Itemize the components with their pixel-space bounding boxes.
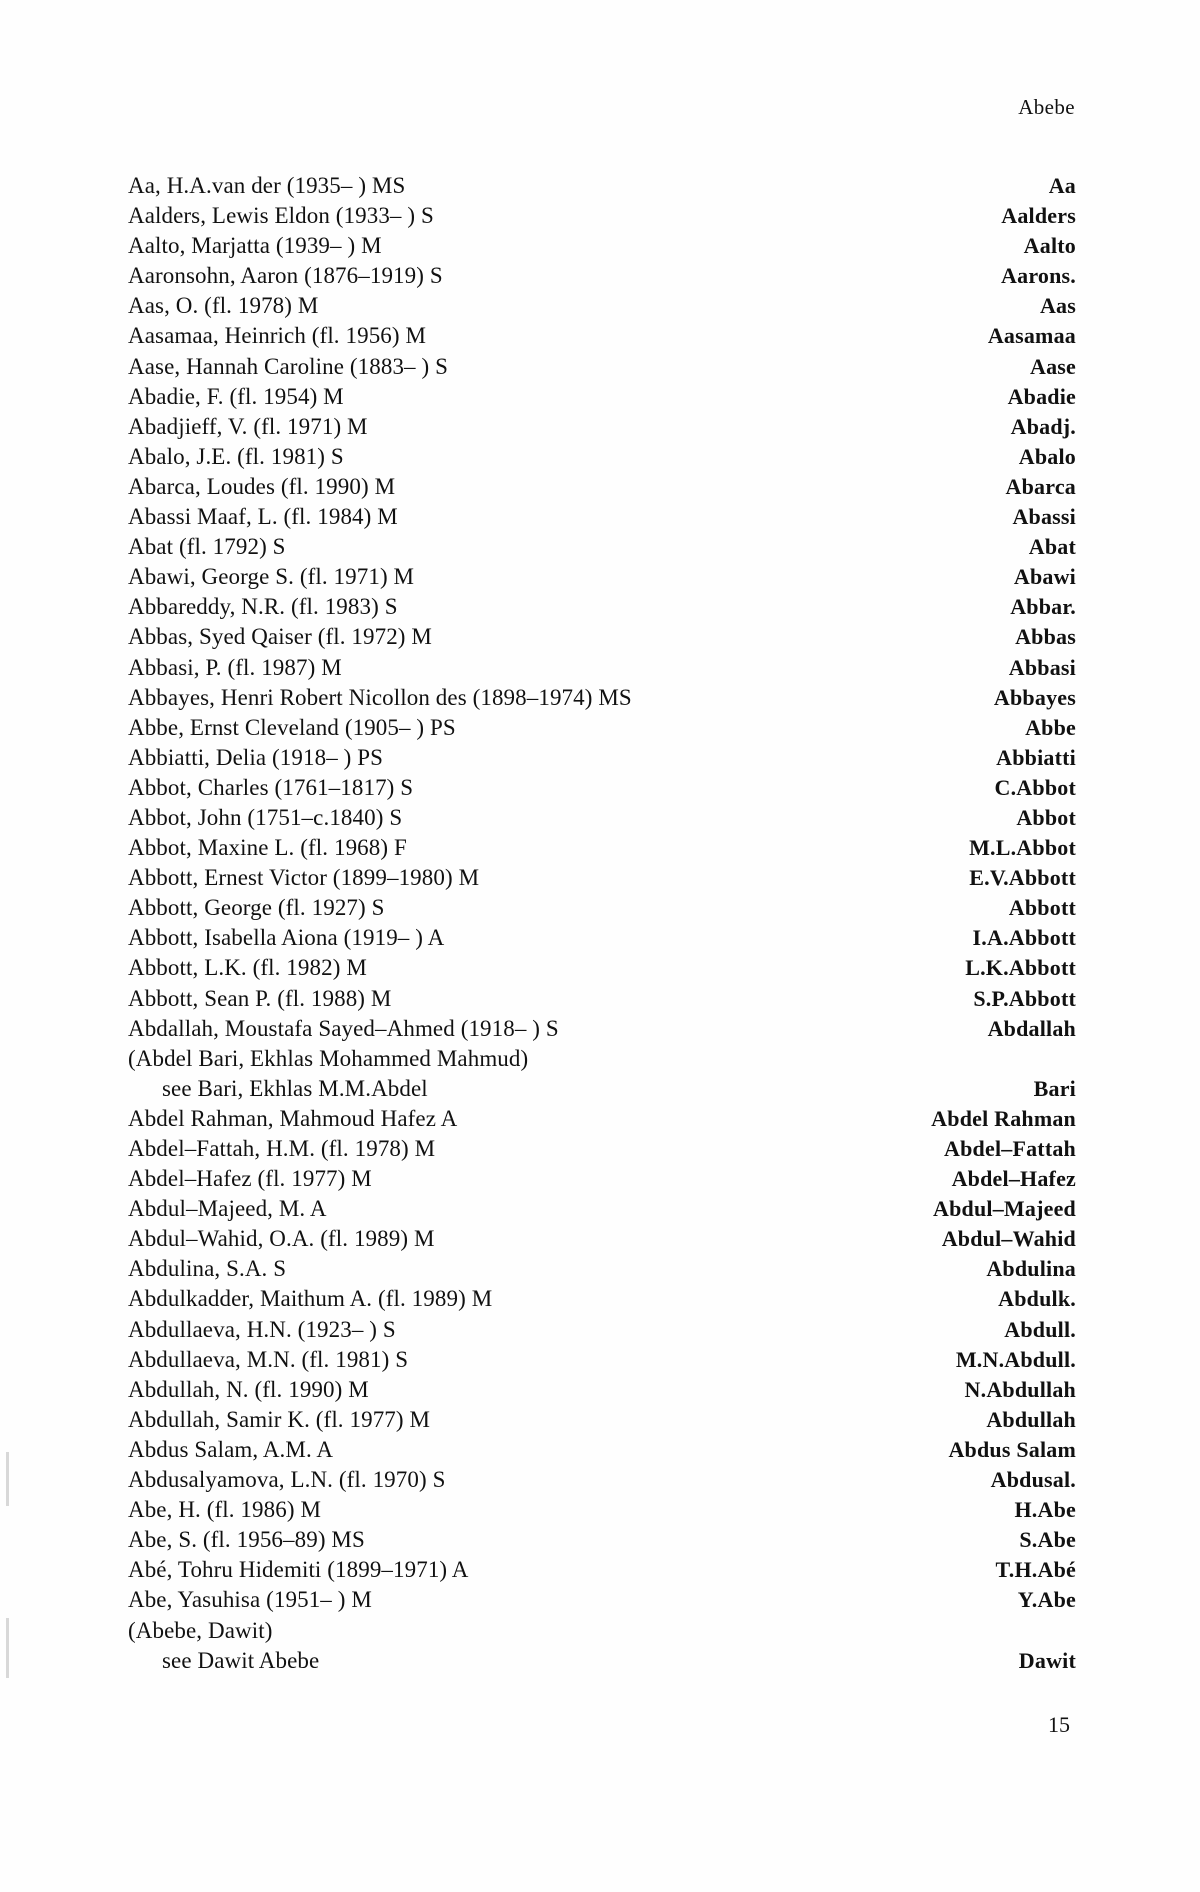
entry-row	[128, 1046, 1076, 1076]
author-abbreviation-list	[128, 173, 1076, 1678]
entry-name: Aasamaa, Heinrich (fl. 1956) M	[128, 323, 427, 349]
entry-name: Abe, S. (fl. 1956–89) MS	[128, 1527, 365, 1553]
entry-abbreviation: L.K.Abbott	[965, 955, 1076, 981]
entry-row	[128, 1587, 1076, 1617]
entry-name: Abarca, Loudes (fl. 1990) M	[128, 473, 396, 499]
scan-artifact	[6, 1618, 9, 1678]
entry-name: Abbott, L.K. (fl. 1982) M	[128, 955, 367, 981]
entry-row	[128, 1618, 1076, 1648]
entry-abbreviation: Abadie	[1007, 383, 1076, 409]
entry-row	[128, 1136, 1076, 1166]
entry-name: Aalders, Lewis Eldon (1933– ) S	[128, 203, 434, 229]
entry-name: Aas, O. (fl. 1978) M	[128, 293, 319, 319]
entry-row	[128, 1286, 1076, 1316]
entry-row	[128, 925, 1076, 955]
entry-name: Abbe, Ernst Cleveland (1905– ) PS	[128, 714, 456, 740]
entry-name: Aalto, Marjatta (1939– ) M	[128, 233, 382, 259]
entry-row	[128, 685, 1076, 715]
entry-row	[128, 293, 1076, 323]
entry-name: see Bari, Ekhlas M.M.Abdel	[162, 1075, 428, 1101]
entry-name: Abbott, George (fl. 1927) S	[128, 895, 385, 921]
entry-name: Abbott, Sean P. (fl. 1988) M	[128, 985, 392, 1011]
entry-name: Abbayes, Henri Robert Nicollon des (1898–1974) MS	[128, 684, 632, 710]
entry-abbreviation: Abbar.	[1010, 594, 1076, 620]
entry-name: Abdul–Wahid, O.A. (fl. 1989) M	[128, 1226, 435, 1252]
entry-abbreviation: M.N.Abdull.	[955, 1346, 1076, 1372]
entry-abbreviation: Abbiatti	[996, 744, 1076, 770]
entry-abbreviation: N.Abdullah	[964, 1376, 1076, 1402]
entry-abbreviation: H.Abe	[1014, 1497, 1076, 1523]
entry-abbreviation: Abdel Rahman	[931, 1105, 1076, 1131]
entry-name: Abdulina, S.A. S	[128, 1256, 287, 1282]
entry-abbreviation: Abdul–Wahid	[941, 1226, 1076, 1252]
entry-row	[128, 1557, 1076, 1587]
entry-name: Abbott, Ernest Victor (1899–1980) M	[128, 865, 480, 891]
entry-name: Abdallah, Moustafa Sayed–Ahmed (1918– ) S	[128, 1015, 559, 1041]
entry-abbreviation: E.V.Abbott	[969, 865, 1076, 891]
entry-row	[128, 1347, 1076, 1377]
entry-abbreviation: Abdul–Majeed	[933, 1196, 1076, 1222]
entry-name: Abalo, J.E. (fl. 1981) S	[128, 443, 344, 469]
entry-name: Abdullaeva, M.N. (fl. 1981) S	[128, 1346, 409, 1372]
entry-abbreviation: Abbasi	[1008, 654, 1076, 680]
entry-row	[128, 1166, 1076, 1196]
entry-row	[128, 745, 1076, 775]
entry-abbreviation: Aalders	[1001, 203, 1076, 229]
entry-name: Abassi Maaf, L. (fl. 1984) M	[128, 504, 398, 530]
entry-name: Abdus Salam, A.M. A	[128, 1436, 334, 1462]
entry-abbreviation: Abdel–Hafez	[951, 1166, 1076, 1192]
entry-abbreviation: Abdullah	[986, 1406, 1076, 1432]
entry-row	[128, 895, 1076, 925]
entry-abbreviation: Aa	[1048, 173, 1076, 198]
entry-row	[128, 655, 1076, 685]
entry-row	[128, 1076, 1076, 1106]
entry-abbreviation: C.Abbot	[994, 774, 1076, 800]
entry-abbreviation: Aarons.	[1001, 263, 1076, 289]
entry-row	[128, 1317, 1076, 1347]
entry-row	[128, 1648, 1076, 1678]
entry-row	[128, 564, 1076, 594]
entry-name: Abbareddy, N.R. (fl. 1983) S	[128, 594, 398, 620]
entry-row	[128, 715, 1076, 745]
entry-name: Abdul–Majeed, M. A	[128, 1196, 327, 1222]
entry-row	[128, 323, 1076, 353]
entry-name: Aase, Hannah Caroline (1883– ) S	[128, 353, 449, 379]
entry-row	[128, 1016, 1076, 1046]
entry-row	[128, 474, 1076, 504]
entry-name: Abdullaeva, H.N. (1923– ) S	[128, 1316, 396, 1342]
entry-name: Abawi, George S. (fl. 1971) M	[128, 564, 415, 590]
entry-row	[128, 624, 1076, 654]
entry-name: Abbot, Maxine L. (fl. 1968) F	[128, 835, 407, 861]
entry-row	[128, 414, 1076, 444]
entry-abbreviation: Abdel–Fattah	[944, 1136, 1076, 1161]
entry-row	[128, 1226, 1076, 1256]
entry-abbreviation: Y.Abe	[1017, 1587, 1076, 1613]
entry-name: Abbot, John (1751–c.1840) S	[128, 804, 403, 830]
running-head: Abebe	[1018, 95, 1075, 119]
entry-name: see Dawit Abebe	[162, 1647, 320, 1673]
entry-row	[128, 1196, 1076, 1226]
entry-abbreviation: Abbe	[1025, 714, 1076, 740]
entry-abbreviation: M.L.Abbot	[969, 835, 1076, 861]
entry-name: Abdel–Hafez (fl. 1977) M	[128, 1166, 372, 1192]
entry-row	[128, 1467, 1076, 1497]
entry-abbreviation: Abbot	[1016, 804, 1076, 830]
entry-row	[128, 955, 1076, 985]
entry-name: Aa, H.A.van der (1935– ) MS	[128, 173, 406, 198]
entry-abbreviation: Bari	[1033, 1075, 1076, 1101]
entry-abbreviation: T.H.Abé	[995, 1557, 1076, 1583]
entry-row	[128, 203, 1076, 233]
scan-artifact	[6, 1452, 9, 1506]
entry-abbreviation: Abarca	[1005, 473, 1076, 499]
entry-row	[128, 444, 1076, 474]
entry-row	[128, 384, 1076, 414]
entry-abbreviation: Abassi	[1012, 504, 1076, 530]
entry-name: Aaronsohn, Aaron (1876–1919) S	[128, 263, 443, 289]
entry-row	[128, 1407, 1076, 1437]
entry-abbreviation: Aas	[1039, 293, 1076, 319]
entry-row	[128, 354, 1076, 384]
entry-abbreviation: Abdulina	[986, 1256, 1076, 1282]
entry-abbreviation: S.P.Abbott	[973, 985, 1076, 1011]
entry-name: Abat (fl. 1792) S	[128, 534, 286, 560]
entry-name: Abdullah, N. (fl. 1990) M	[128, 1376, 369, 1402]
entry-name: Abbiatti, Delia (1918– ) PS	[128, 744, 384, 770]
entry-abbreviation: Abbayes	[993, 684, 1076, 710]
entry-abbreviation: Aasamaa	[987, 323, 1076, 349]
entry-row	[128, 233, 1076, 263]
entry-name: Abdel Rahman, Mahmoud Hafez A	[128, 1105, 458, 1131]
entry-abbreviation: Abdusal.	[990, 1467, 1076, 1493]
entry-name: Abadjieff, V. (fl. 1971) M	[128, 413, 368, 439]
entry-name: Abbas, Syed Qaiser (fl. 1972) M	[128, 624, 432, 650]
entry-name: Abé, Tohru Hidemiti (1899–1971) A	[128, 1557, 469, 1583]
entry-abbreviation: Aalto	[1023, 233, 1076, 259]
entry-name: Abadie, F. (fl. 1954) M	[128, 383, 344, 409]
entry-row	[128, 1256, 1076, 1286]
entry-row	[128, 986, 1076, 1016]
entry-abbreviation: Abbas	[1015, 624, 1076, 650]
entry-name: Abbasi, P. (fl. 1987) M	[128, 654, 342, 680]
entry-row	[128, 173, 1076, 203]
entry-name: Abe, H. (fl. 1986) M	[128, 1497, 321, 1523]
entry-abbreviation: Abat	[1028, 534, 1076, 560]
entry-abbreviation: Abdus Salam	[948, 1436, 1076, 1462]
entry-name: Abe, Yasuhisa (1951– ) M	[128, 1587, 372, 1613]
entry-abbreviation: Aase	[1029, 353, 1076, 379]
entry-row	[128, 1527, 1076, 1557]
entry-row	[128, 835, 1076, 865]
entry-abbreviation: S.Abe	[1019, 1527, 1076, 1553]
entry-row	[128, 1106, 1076, 1136]
entry-abbreviation: Dawit	[1018, 1647, 1076, 1673]
entry-row	[128, 504, 1076, 534]
entry-name: Abbot, Charles (1761–1817) S	[128, 774, 414, 800]
entry-abbreviation: Abalo	[1018, 443, 1076, 469]
entry-abbreviation: Abdallah	[987, 1015, 1076, 1041]
entry-row	[128, 1497, 1076, 1527]
entry-row	[128, 775, 1076, 805]
entry-abbreviation: Abdull.	[1004, 1316, 1076, 1342]
entry-abbreviation: Abbott	[1008, 895, 1076, 921]
entry-row	[128, 1377, 1076, 1407]
entry-row	[128, 865, 1076, 895]
entry-row	[128, 263, 1076, 293]
entry-name: Abdel–Fattah, H.M. (fl. 1978) M	[128, 1136, 436, 1161]
entry-row	[128, 805, 1076, 835]
entry-abbreviation: Abawi	[1013, 564, 1076, 590]
entry-name: Abbott, Isabella Aiona (1919– ) A	[128, 925, 445, 951]
entry-name: (Abebe, Dawit)	[128, 1617, 273, 1643]
entry-name: (Abdel Bari, Ekhlas Mohammed Mahmud)	[128, 1045, 529, 1071]
entry-abbreviation: Abdulk.	[998, 1286, 1076, 1312]
entry-name: Abdusalyamova, L.N. (fl. 1970) S	[128, 1467, 446, 1493]
entry-row	[128, 594, 1076, 624]
entry-abbreviation: Abadj.	[1010, 413, 1076, 439]
entry-row	[128, 1437, 1076, 1467]
entry-abbreviation: I.A.Abbott	[972, 925, 1076, 951]
page-number: 15	[1048, 1712, 1070, 1737]
entry-name: Abdullah, Samir K. (fl. 1977) M	[128, 1406, 431, 1432]
entry-name: Abdulkadder, Maithum A. (fl. 1989) M	[128, 1286, 493, 1312]
entry-row	[128, 534, 1076, 564]
